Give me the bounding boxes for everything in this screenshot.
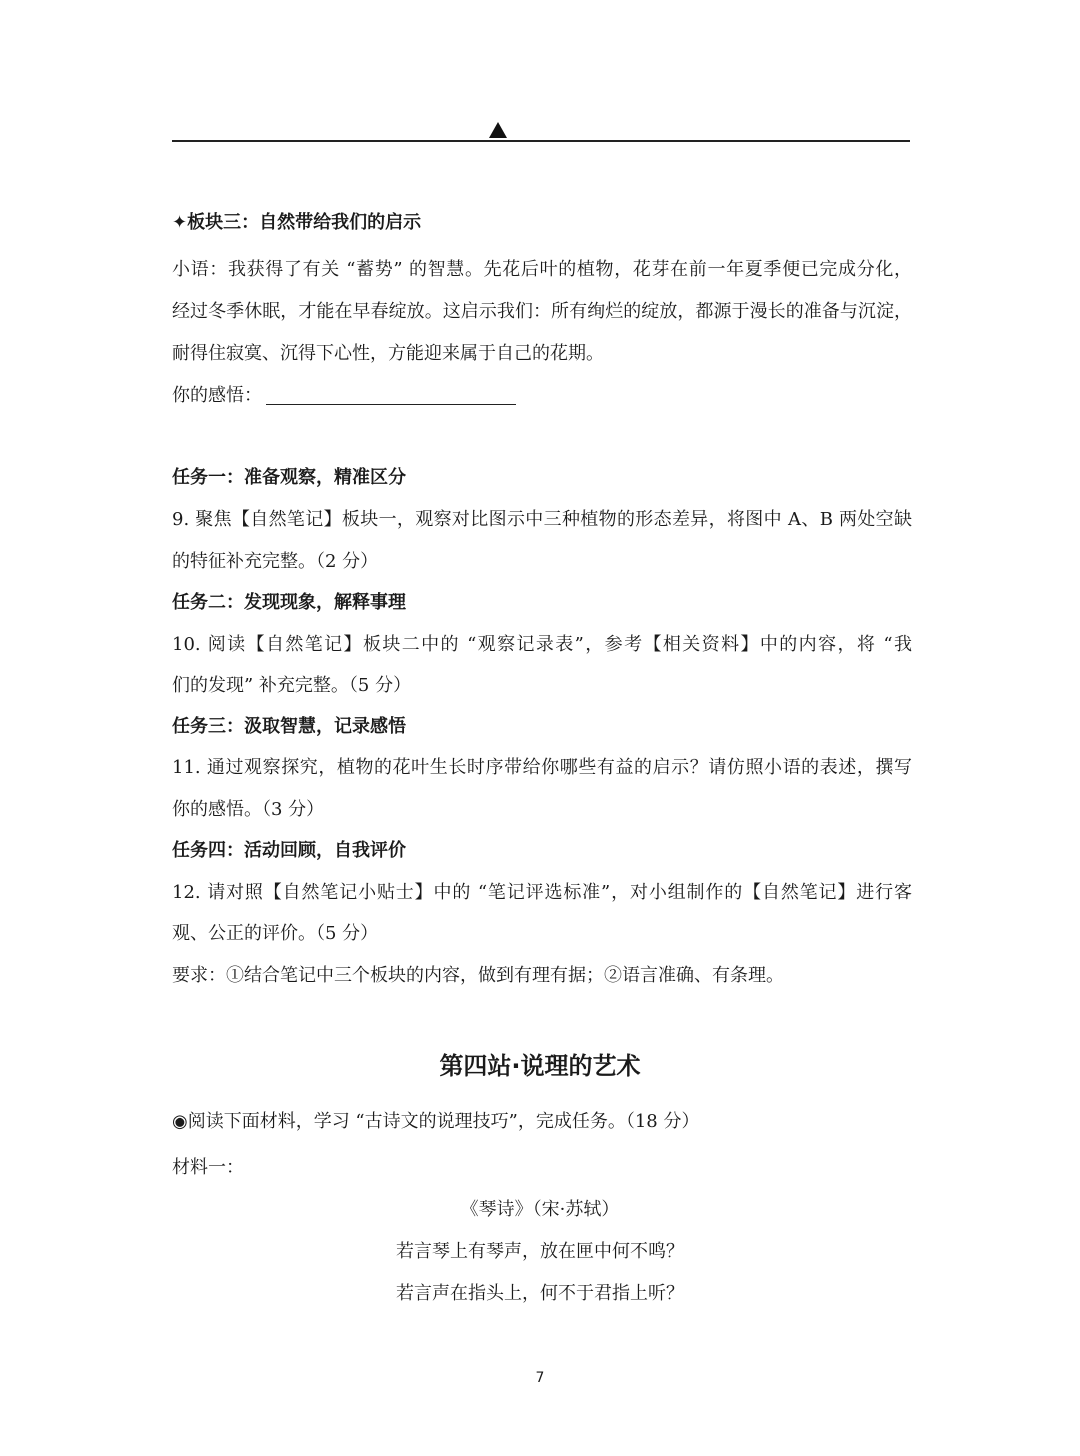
- reflection-row: [172, 383, 912, 409]
- poem-line-1: 若言琴上有琴声，放在匣中何不鸣？: [396, 1241, 684, 1262]
- section3-paragraph-line-1: 小语：我获得了有关 “蓄势” 的智慧。先花后叶的植物，花芽在前一年夏季便已完成分化，: [172, 259, 912, 280]
- question9-line-1: 9. 聚焦【自然笔记】板块一，观察对比图示中三种植物的形态差异，将图中 A、B 两处空缺: [172, 509, 912, 530]
- question12-line-2: 观、公正的评价。（5 分）: [172, 923, 379, 944]
- top-divider: [172, 140, 910, 142]
- section3-heading: ✦板块三：自然带给我们的启示: [172, 212, 422, 233]
- section3-paragraph-line-3: 耐得住寂寞、沉得下心性，方能迎来属于自己的花期。: [172, 343, 604, 364]
- reflection-answer-blank[interactable]: [266, 384, 516, 405]
- question10-line-1: 10. 阅读【自然笔记】板块二中的 “观察记录表”，参考【相关资料】中的内容，将 “我: [172, 634, 912, 655]
- question9-line-2: 的特征补充完整。（2 分）: [172, 551, 379, 572]
- material1-label: 材料一：: [172, 1157, 244, 1178]
- station4-title: 第四站·说理的艺术: [439, 1052, 641, 1080]
- task3-title: 任务三：汲取智慧，记录感悟: [172, 716, 406, 737]
- poem-title: 《琴诗》（宋·苏轼）: [460, 1199, 620, 1220]
- question10-line-2: 们的发现” 补充完整。（5 分）: [172, 675, 412, 696]
- section3-paragraph-line-2: 经过冬季休眠，才能在早春绽放。这启示我们：所有绚烂的绽放，都源于漫长的准备与沉淀，: [172, 301, 912, 322]
- triangle-marker-icon: [489, 122, 507, 138]
- poem-line-2: 若言声在指头上，何不于君指上听？: [396, 1283, 684, 1304]
- question12-requirement: 要求：①结合笔记中三个板块的内容，做到有理有据；②语言准确、有条理。: [172, 965, 784, 986]
- page-number: 7: [535, 1370, 545, 1386]
- question12-line-1: 12. 请对照【自然笔记小贴士】中的 “笔记评选标准”，对小组制作的【自然笔记】进行客: [172, 882, 912, 903]
- task4-title: 任务四：活动回顾，自我评价: [172, 840, 406, 861]
- station4-instruction: ◉阅读下面材料，学习 “古诗文的说理技巧”，完成任务。（18 分）: [172, 1111, 700, 1132]
- reflection-label: 你的感悟：: [172, 385, 262, 406]
- task2-title: 任务二：发现现象，解释事理: [172, 592, 406, 613]
- question11-line-2: 你的感悟。（3 分）: [172, 799, 325, 820]
- question11-line-1: 11. 通过观察探究，植物的花叶生长时序带给你哪些有益的启示？请仿照小语的表述，撰写: [172, 757, 912, 778]
- task1-title: 任务一：准备观察，精准区分: [172, 467, 406, 488]
